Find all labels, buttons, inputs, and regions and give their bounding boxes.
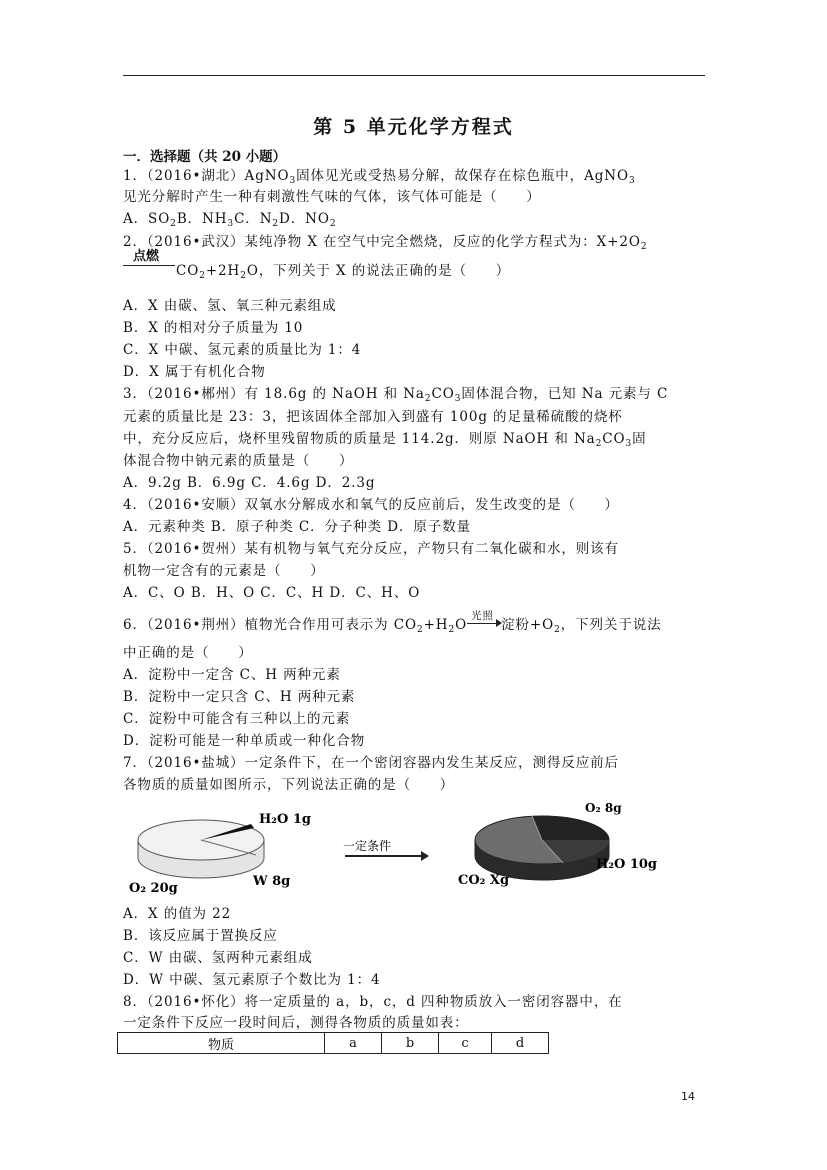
q6-option-a: A．淀粉中一定含 C、H 两种元素 <box>123 667 341 683</box>
q5-options: A．C、O B．H、O C．C、H D．C、H、O <box>123 585 421 601</box>
table-header-cell: 物质 <box>118 1033 325 1054</box>
q1-line-1: 1．（2016•湖北）AgNO$_3$固体见光或受热易分解，故保存在棕色瓶中，AgNO$_3$ <box>123 168 636 186</box>
section-heading: 一．选择题（共 20 小题） <box>123 149 287 165</box>
left-pie <box>138 820 264 878</box>
right-pie <box>475 816 609 880</box>
reaction-arrow-light: 光照 <box>467 617 501 629</box>
right-label-co2: CO₂ Xg <box>458 873 510 888</box>
q2-option-b: B．X 的相对分子质量为 10 <box>123 320 304 336</box>
table-header-cell: d <box>492 1033 549 1054</box>
q8-line-1: 8．（2016•怀化）将一定质量的 a，b，c，d 四种物质放入一密闭容器中，在 <box>123 994 623 1010</box>
q2-option-a: A．X 由碳、氢、氧三种元素组成 <box>123 298 337 314</box>
q6-option-c: C．淀粉中可能含有三种以上的元素 <box>123 711 351 727</box>
q1-options: A．$SO_2B$．$NH_3C$．$N_2D$．$NO_2$ <box>123 211 337 229</box>
q8-line-2: 一定条件下反应一段时间后，测得各物质的质量如表： <box>123 1015 469 1031</box>
page-title: 第 5 单元化学方程式 <box>313 116 514 138</box>
reaction-condition-burn: 点燃 <box>123 253 175 271</box>
right-label-o2: O₂ 8g <box>585 801 622 815</box>
q7-option-b: B．该反应属于置换反应 <box>123 928 278 944</box>
left-label-h2o: H₂O 1g <box>259 812 311 827</box>
q3-line-1: 3．（2016•郴州）有 18.6g 的 NaOH 和 $Na_2CO_3$固体混合物，已知 Na 元素与 C <box>123 386 669 404</box>
q4-line-1: 4．（2016•安顺）双氧水分解成水和氧气的反应前后，发生改变的是（ ） <box>123 497 619 513</box>
q3-line-4: 体混合物中钠元素的质量是（ ） <box>123 453 354 469</box>
arrow-condition: 一定条件 <box>343 839 392 853</box>
q7-line-2: 各物质的质量如图所示，下列说法正确的是（ ） <box>123 777 455 793</box>
left-label-o2: O₂ 20g <box>129 881 178 896</box>
q6-line-2: 中正确的是（ ） <box>123 645 253 661</box>
q3-line-2: 元素的质量比是 23：3，把该固体全部加入到盛有 100g 的足量稀硫酸的烧杯 <box>123 409 623 425</box>
q6-option-d: D．淀粉可能是一种单质或一种化合物 <box>123 733 366 749</box>
q3-line-3: 中，充分反应后，烧杯里残留物质的质量是 114.2g．则原 NaOH 和 $Na_2CO_3$固 <box>123 431 647 449</box>
q7-pie-figure <box>123 800 663 900</box>
q6-option-b: B．淀粉中一定只含 C、H 两种元素 <box>123 689 356 705</box>
table-row <box>118 1033 549 1054</box>
q3-options: A．9.2g B．6.9g C．4.6g D．2.3g <box>123 475 376 491</box>
arrow-head <box>421 851 429 861</box>
q2-line-2: $CO_2+2H_2O$，下列关于 X 的说法正确的是（ ） <box>176 263 511 281</box>
q5-line-1: 5．（2016•贺州）某有机物与氧气充分反应，产物只有二氧化碳和水，则该有 <box>123 541 619 557</box>
q7-line-1: 7．（2016•盐城）一定条件下，在一个密闭容器内发生某反应，测得反应前后 <box>123 755 619 771</box>
q2-line-1: 2．（2016•武汉）某纯净物 X 在空气中完全燃烧，反应的化学方程式为：$X+2O_2$ <box>123 234 648 252</box>
q6-line-1: 6．（2016•荆州）植物光合作用可表示为 $CO_2+H_2O$ 光照 淀粉$+O_2$，下列关于说法 <box>123 610 662 635</box>
q4-options: A．元素种类 B．原子种类 C．分子种类 D．原子数量 <box>123 519 471 535</box>
q5-line-2: 机物一定含有的元素是（ ） <box>123 563 325 579</box>
q7-option-d: D．W 中碳、氢元素原子个数比为 1：4 <box>123 972 381 988</box>
table-header-cell: a <box>325 1033 382 1054</box>
q8-table <box>117 1032 549 1054</box>
right-label-h2o: H₂O 10g <box>596 857 658 872</box>
q2-option-c: C．X 中碳、氢元素的质量比为 1：4 <box>123 342 362 358</box>
left-label-w: W 8g <box>253 874 291 889</box>
page-number: 14 <box>681 1090 695 1103</box>
q7-option-c: C．W 由碳、氢两种元素组成 <box>123 950 313 966</box>
table-header-cell: c <box>439 1033 492 1054</box>
q7-option-a: A．X 的值为 22 <box>123 906 232 922</box>
q2-option-d: D．X 属于有机化合物 <box>123 364 266 380</box>
q1-line-2: 见光分解时产生一种有刺激性气味的气体，该气体可能是（ ） <box>123 189 541 205</box>
table-header-cell: b <box>382 1033 439 1054</box>
header-rule <box>123 75 705 76</box>
